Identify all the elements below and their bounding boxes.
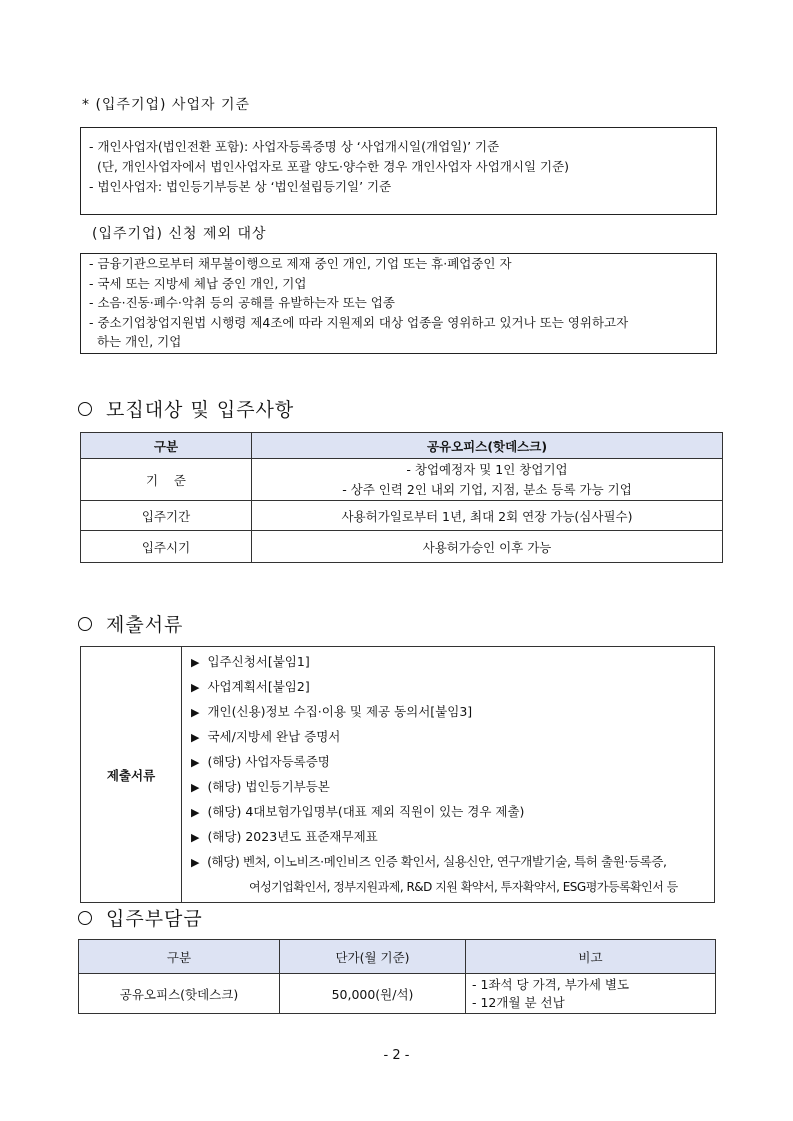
triangle-bullet-icon: ▶ [191,681,200,694]
recruit-row-value: 사용허가승인 이후 가능 [252,531,723,563]
triangle-bullet-icon: ▶ [191,656,200,669]
fee-section-heading [78,904,203,931]
criteria-line: - 개인사업자(법인전환 포함): 사업자등록증명 상 ‘사업개시일(개업일)’ 기준 [89,139,500,154]
fee-header-price: 단가(월 기준) [280,940,466,974]
table-row [81,531,723,563]
recruit-row-label: 입주기간 [81,501,252,531]
recruit-row-label: 입주시기 [81,531,252,563]
list-item: ▶ (해당) 벤처, 이노비즈·메인비즈 인증 확인서, 실용신안, 연구개발기술, 특허 출원·등록증, [191,854,667,869]
documents-section-heading [78,610,183,637]
table-row [81,501,723,531]
criteria-line: (단, 개인사업자에서 법인사업자로 포괄 양도·양수한 경우 개인사업자 사업개시일 기준) [89,159,570,174]
list-item: ▶ 국세/지방세 완납 증명서 [191,729,341,744]
page-number: - 2 - [383,1048,410,1063]
exclusion-box [80,253,717,354]
recruit-title: 모집대상 및 입주사항 [106,399,295,421]
circle-bullet-icon [78,911,92,925]
criteria-line: - 법인사업자: 법인등기부등본 상 ‘법인설립등기일’ 기준 [89,179,392,194]
circle-bullet-icon [78,617,92,631]
list-item: ▶ 개인(신용)정보 수집·이용 및 제공 동의서[붙임3] [191,704,473,719]
fee-title: 입주부담금 [106,908,203,930]
recruit-row-label: 기 준 [81,459,252,501]
triangle-bullet-icon: ▶ [191,831,200,844]
triangle-bullet-icon: ▶ [191,781,200,794]
recruit-header-office: 공유오피스(핫데스크) [252,433,723,459]
documents-table [80,646,715,903]
exclusion-line: - 소음·진동·폐수·악취 등의 공해를 유발하는자 또는 업종 [89,295,395,311]
fee-row-note: - 1좌석 당 가격, 부가세 별도 [472,976,630,992]
fee-row-note: - 12개월 분 선납 [472,994,565,1010]
recruit-row-value: - 상주 인력 2인 내외 기업, 지점, 분소 등록 가능 기업 [342,481,632,497]
documents-title: 제출서류 [106,614,184,636]
list-item: ▶ (해당) 사업자등록증명 [191,754,330,769]
documents-label: 제출서류 [81,647,182,903]
table-row [79,974,716,1014]
table-row [81,459,723,501]
fee-row-label: 공유오피스(핫데스크) [79,974,280,1014]
fee-header-category: 구분 [79,940,280,974]
recruit-table-header [81,433,723,459]
list-item: ▶ (해당) 2023년도 표준재무제표 [191,829,378,844]
documents-list [182,647,715,903]
fee-header-notes: 비고 [466,940,716,974]
exclusion-line: - 금융기관으로부터 채무불이행으로 제재 중인 개인, 기업 또는 휴·폐업중인 자 [89,256,512,271]
fee-row-price: 50,000(원/석) [280,974,466,1014]
recruit-row-value: 사용허가일로부터 1년, 최대 2회 연장 가능(심사필수) [252,501,723,531]
recruit-row-value: - 창업예정자 및 1인 창업기업 [406,461,568,477]
recruit-section-heading [78,395,294,422]
triangle-bullet-icon: ▶ [191,706,200,719]
recruit-header-category: 구분 [81,433,252,459]
triangle-bullet-icon: ▶ [191,856,200,869]
criteria-title: * (입주기업) 사업자 기준 [82,97,250,113]
list-item: ▶ (해당) 4대보험가입명부(대표 제외 직원이 있는 경우 제출) [191,804,525,819]
recruit-table [80,432,723,563]
criteria-box [80,127,717,215]
triangle-bullet-icon: ▶ [191,756,200,769]
fee-table [78,939,716,1014]
exclusion-line: 하는 개인, 기업 [89,334,182,350]
list-item: ▶ (해당) 법인등기부등본 [191,779,330,794]
triangle-bullet-icon: ▶ [191,806,200,819]
fee-table-header [79,940,716,974]
exclusion-title: (입주기업) 신청 제외 대상 [92,226,267,242]
circle-bullet-icon [78,402,92,416]
exclusion-line: - 중소기업창업지원법 시행령 제4조에 따라 지원제외 대상 업종을 영위하고 있거나 또는 영위하고자 [89,314,629,330]
exclusion-line: - 국세 또는 지방세 체납 중인 개인, 기업 [89,275,307,291]
list-item-continuation: 여성기업확인서, 정부지원과제, R&D 지원 확약서, 투자확약서, ESG평가등록확인서 등 [249,880,678,894]
triangle-bullet-icon: ▶ [191,731,200,744]
list-item: ▶ 사업계획서[붙임2] [191,679,310,694]
list-item: ▶ 입주신청서[붙임1] [191,654,310,669]
